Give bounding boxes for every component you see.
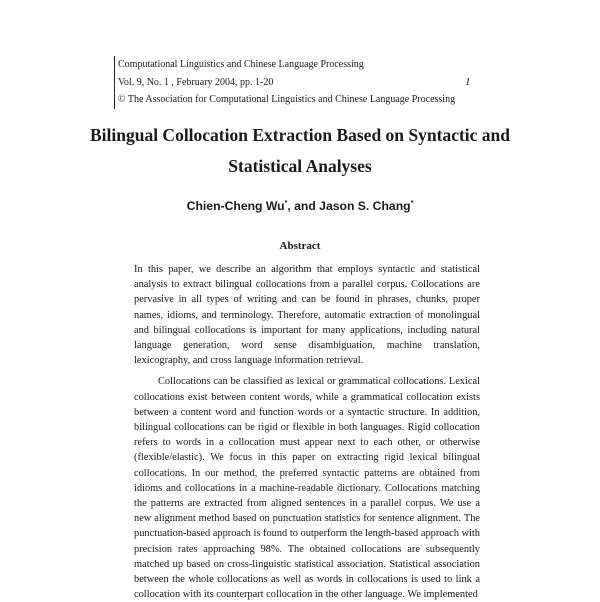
author-separator: , and [287, 199, 320, 213]
abstract-body [134, 262, 480, 602]
page-number: 1 [465, 76, 471, 88]
copyright-notice: © The Association for Computational Linguistics and Chinese Language Processing [118, 94, 456, 105]
author-name: Jason S. Chang [319, 199, 411, 213]
author-list [0, 199, 600, 213]
paper-title-line-2: Statistical Analyses [228, 156, 372, 176]
abstract-paragraph: In this paper, we describe an algorithm that employs syntactic and statistical analysis to extract bilingual collocations from a parallel corpus. Collocations are pervasive in all types of writing and can be found in phrases, chunks, proper names, idioms, and terminology. Therefore, automatic extraction of monolingual and bilingual collocations is important for many applications, including natural language generation, word sense disambiguation, machine translation, lexicography, and cross language information retrieval. [134, 264, 480, 367]
journal-name: Computational Linguistics and Chinese Language Processing [118, 59, 364, 70]
author-affiliation-mark: * [410, 199, 414, 207]
paper-title [0, 120, 600, 182]
abstract-heading: Abstract [279, 240, 321, 252]
paper-title-line-1: Bilingual Collocation Extraction Based on Syntactic and [89, 125, 511, 145]
volume-info: Vol. 9, No. 1 , February 2004, pp. 1-20 [118, 76, 274, 88]
author-affiliation-mark: * [284, 199, 288, 207]
author-name: Chien-Cheng Wu [186, 199, 285, 213]
abstract-paragraph: Collocations can be classified as lexical or grammatical collocations. Lexical collocations exist between content words, while a grammatical collocation exists between a content word and function words or a syntactic structure. In addition, bilingual collocations can be rigid or flexible in both languages. Rigid collocation refers to words in a collocation must appear next to each other, or otherwise (flexible/elastic). We focus in this paper on extracting rigid lexical bilingual collocations. In our method, the preferred syntactic patterns are obtained from idioms and collocations in a machine-readable dictionary. Collocations matching the patterns are extracted from aligned sentences in a parallel corpus. We use a new alignment method based on punctuation statistics for sentence alignment. The punctuation-based approach is found to outperform the length-based approach with precision rates approaching 98%. The obtained collocations are subsequently matched up based on cross-linguistic statistical association. Statistical association between the whole collocations as well as words in collocations is used to link a collocation with its counterpart collocation in the other language. We implemented [134, 376, 480, 601]
journal-masthead [114, 56, 455, 109]
